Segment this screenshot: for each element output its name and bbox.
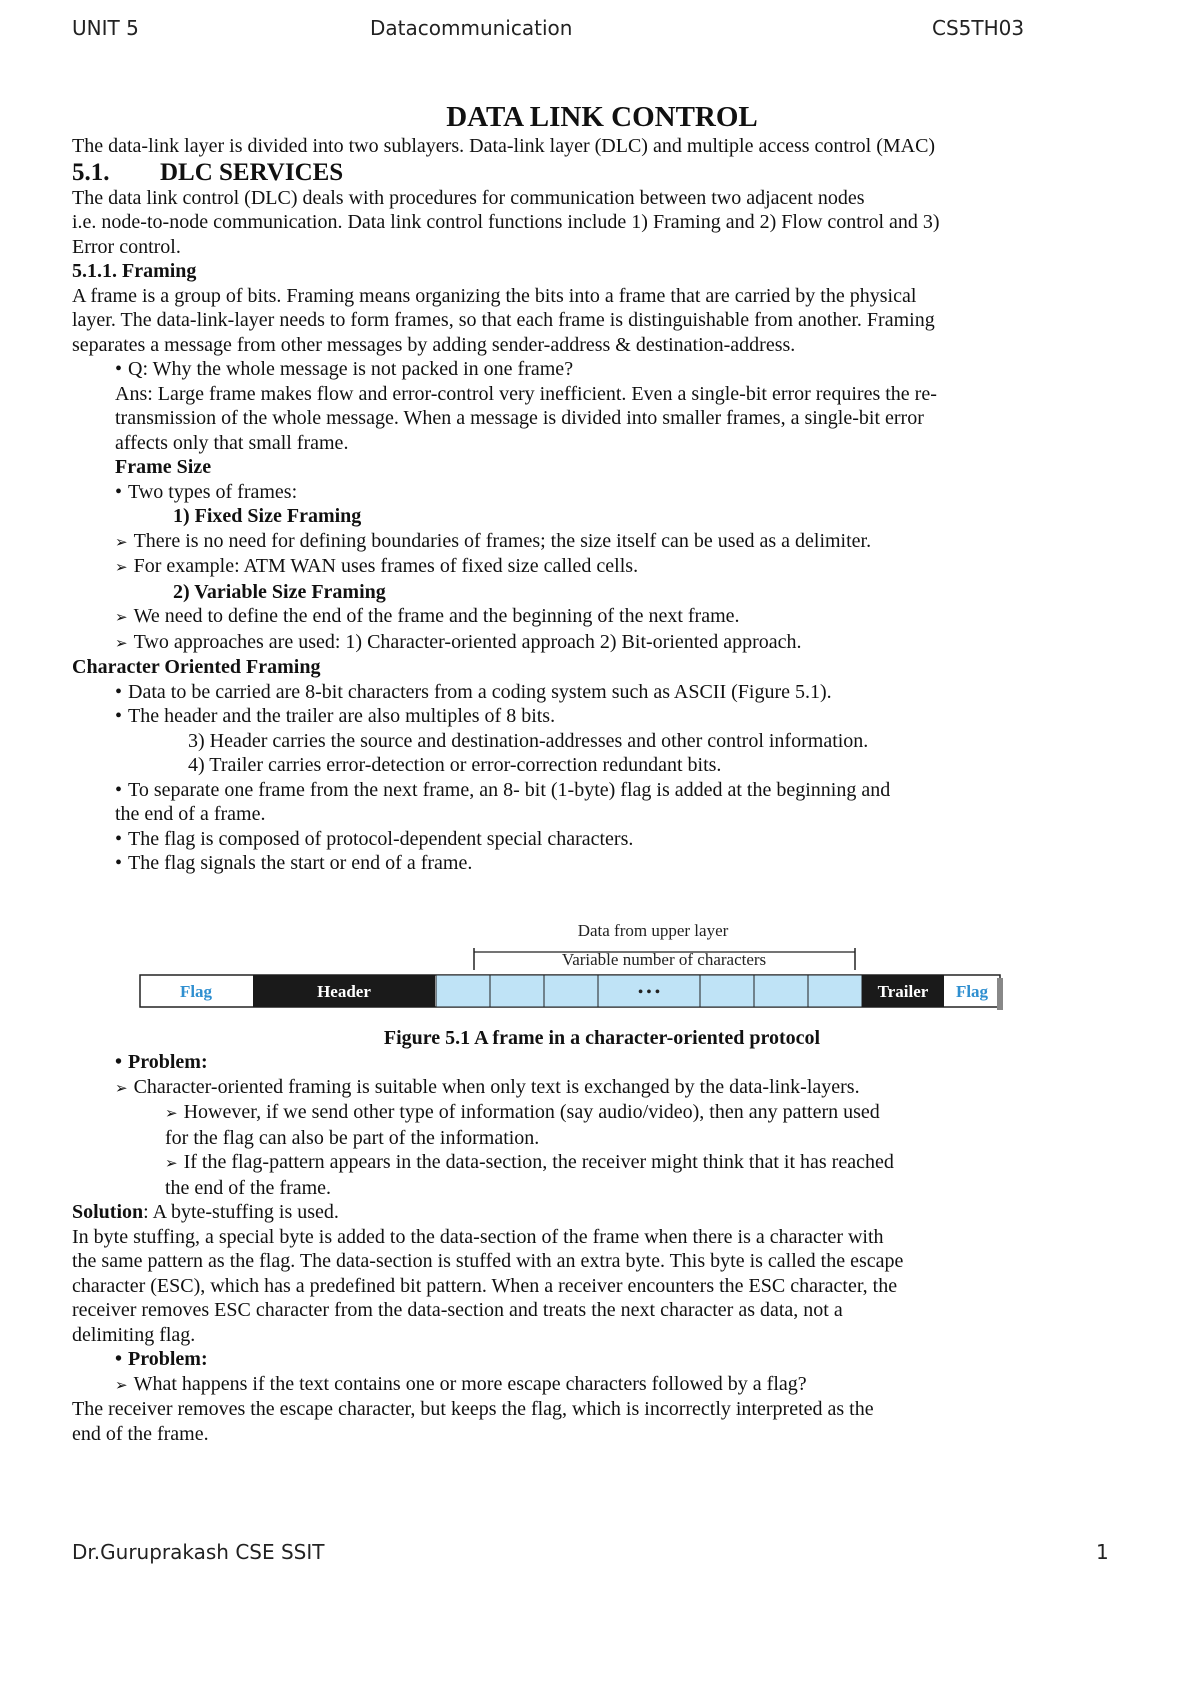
paragraph-line: receiver removes ESC character from the data-section and treats the next character as data, not a <box>72 1299 843 1321</box>
arrow-item: ➢ What happens if the text contains one or more escape characters followed by a flag? <box>72 1372 1132 1398</box>
data-cell <box>490 975 544 1007</box>
flag-label-left: Flag <box>179 981 213 1001</box>
paragraph-line: delimiting flag. <box>72 1323 196 1346</box>
arrow-item: ➢ Character-oriented framing is suitable when only text is exchanged by the data-link-layers. <box>72 1075 1132 1101</box>
list-item: • Data to be carried are 8-bit characters from a coding system such as ASCII (Figure 5.1). <box>72 680 1132 705</box>
arrow-item: ➢ If the flag-pattern appears in the data-section, the receiver might think that it has reached <box>72 1150 1132 1176</box>
subsection-heading-framing: 5.1.1. Framing <box>72 260 197 282</box>
label-variable-characters: Variable number of characters <box>561 949 767 969</box>
data-cell <box>436 975 490 1007</box>
fixed-size-heading: 1) Fixed Size Framing <box>173 505 362 527</box>
data-cell <box>700 975 754 1007</box>
numbered-item: 3) Header carries the source and destination-addresses and other control information. <box>188 729 869 752</box>
answer-line: Ans: Large frame makes flow and error-control very inefficient. Even a single-bit error requires the re- <box>115 382 937 405</box>
frame-diagram <box>72 876 1132 1026</box>
problem-label: • Problem: <box>72 1347 1132 1372</box>
paragraph-line: separates a message from other messages by adding sender-address & destination-address. <box>72 333 796 356</box>
flag-label-right: Flag <box>955 981 989 1001</box>
document-body <box>72 100 1132 1446</box>
answer-line: transmission of the whole message. When a message is divided into smaller frames, a single-bit error <box>115 407 924 429</box>
header-subject: Datacommunication <box>370 16 573 40</box>
figure-5-1 <box>72 876 1132 1026</box>
data-cell <box>754 975 808 1007</box>
header-course-code: CS5TH03 <box>932 16 1025 40</box>
arrow-item: ➢ However, if we send other type of information (say audio/video), then any pattern used <box>72 1100 1132 1126</box>
numbered-item: 4) Trailer carries error-detection or error-correction redundant bits. <box>188 754 722 776</box>
arrow-item: ➢ There is no need for defining boundaries of frames; the size itself can be used as a delimiter. <box>72 529 1132 555</box>
section-number: 5.1. <box>72 158 110 186</box>
paragraph-line: The receiver removes the escape character, but keeps the flag, which is incorrectly interpreted as the <box>72 1398 874 1420</box>
page-title: DATA LINK CONTROL <box>446 101 758 133</box>
list-item: • The header and the trailer are also multiples of 8 bits. <box>72 704 1132 729</box>
data-cell <box>544 975 598 1007</box>
variable-size-heading: 2) Variable Size Framing <box>173 580 386 603</box>
problem-label: • Problem: <box>72 1050 1132 1075</box>
frame-size-heading: Frame Size <box>115 456 212 478</box>
section-title: DLC SERVICES <box>160 158 344 186</box>
arrow-item: ➢ Two approaches are used: 1) Character-oriented approach 2) Bit-oriented approach. <box>72 630 1132 656</box>
paragraph-line: i.e. node-to-node communication. Data link control functions include 1) Framing and 2) Flow control and 3) <box>72 211 940 233</box>
answer-line: affects only that small frame. <box>115 431 349 454</box>
label-data-from-upper-layer: Data from upper layer <box>577 920 729 940</box>
frame-shadow <box>997 978 1003 1010</box>
page-number: 1 <box>1096 1540 1109 1564</box>
list-item: • The flag is composed of protocol-dependent special characters. <box>72 827 1132 852</box>
paragraph-line: the same pattern as the flag. The data-section is stuffed with an extra byte. This byte is called the escape <box>72 1250 904 1272</box>
header-unit: UNIT 5 <box>72 16 139 40</box>
char-oriented-heading: Character Oriented Framing <box>72 656 321 678</box>
arrow-item-continued: for the flag can also be part of the information. <box>165 1126 540 1149</box>
question-item: • Q: Why the whole message is not packed in one frame? <box>72 357 1132 382</box>
paragraph-line: layer. The data-link-layer needs to form frames, so that each frame is distinguishable from another. Framing <box>72 309 935 331</box>
arrow-item-continued: the end of the frame. <box>165 1176 332 1199</box>
trailer-label: Trailer <box>877 981 929 1001</box>
arrow-item: ➢ We need to define the end of the frame and the beginning of the next frame. <box>72 604 1132 630</box>
paragraph-line: end of the frame. <box>72 1422 209 1445</box>
list-item: • To separate one frame from the next frame, an 8- bit (1-byte) flag is added at the beginning and <box>72 778 1132 803</box>
intro-text: The data-link layer is divided into two sublayers. Data-link layer (DLC) and multiple access control (MAC) <box>72 135 936 157</box>
arrow-item: ➢ For example: ATM WAN uses frames of fixed size called cells. <box>72 554 1132 580</box>
ellipsis-label: • • • <box>638 984 660 1000</box>
list-item-continued: the end of a frame. <box>115 803 266 825</box>
data-cell <box>808 975 862 1007</box>
figure-caption: Figure 5.1 A frame in a character-oriented protocol <box>383 1026 821 1049</box>
solution-text: : A byte-stuffing is used. <box>143 1201 339 1223</box>
solution-label: Solution <box>72 1201 144 1223</box>
footer-author: Dr.Guruprakash CSE SSIT <box>72 1540 325 1564</box>
section-heading-5-1 <box>72 159 1132 186</box>
paragraph-line: Error control. <box>72 235 181 258</box>
paragraph-line: The data link control (DLC) deals with procedures for communication between two adjacent nodes <box>72 186 865 209</box>
paragraph-line: A frame is a group of bits. Framing means organizing the bits into a frame that are carried by the physical <box>72 284 917 307</box>
list-item: • The flag signals the start or end of a frame. <box>72 851 1132 876</box>
list-item: • Two types of frames: <box>72 480 1132 505</box>
header-label: Header <box>317 981 371 1001</box>
paragraph-line: character (ESC), which has a predefined bit pattern. When a receiver encounters the ESC character, the <box>72 1274 898 1297</box>
paragraph-line: In byte stuffing, a special byte is added to the data-section of the frame when there is a character with <box>72 1225 884 1248</box>
solution-line <box>72 1200 1132 1225</box>
